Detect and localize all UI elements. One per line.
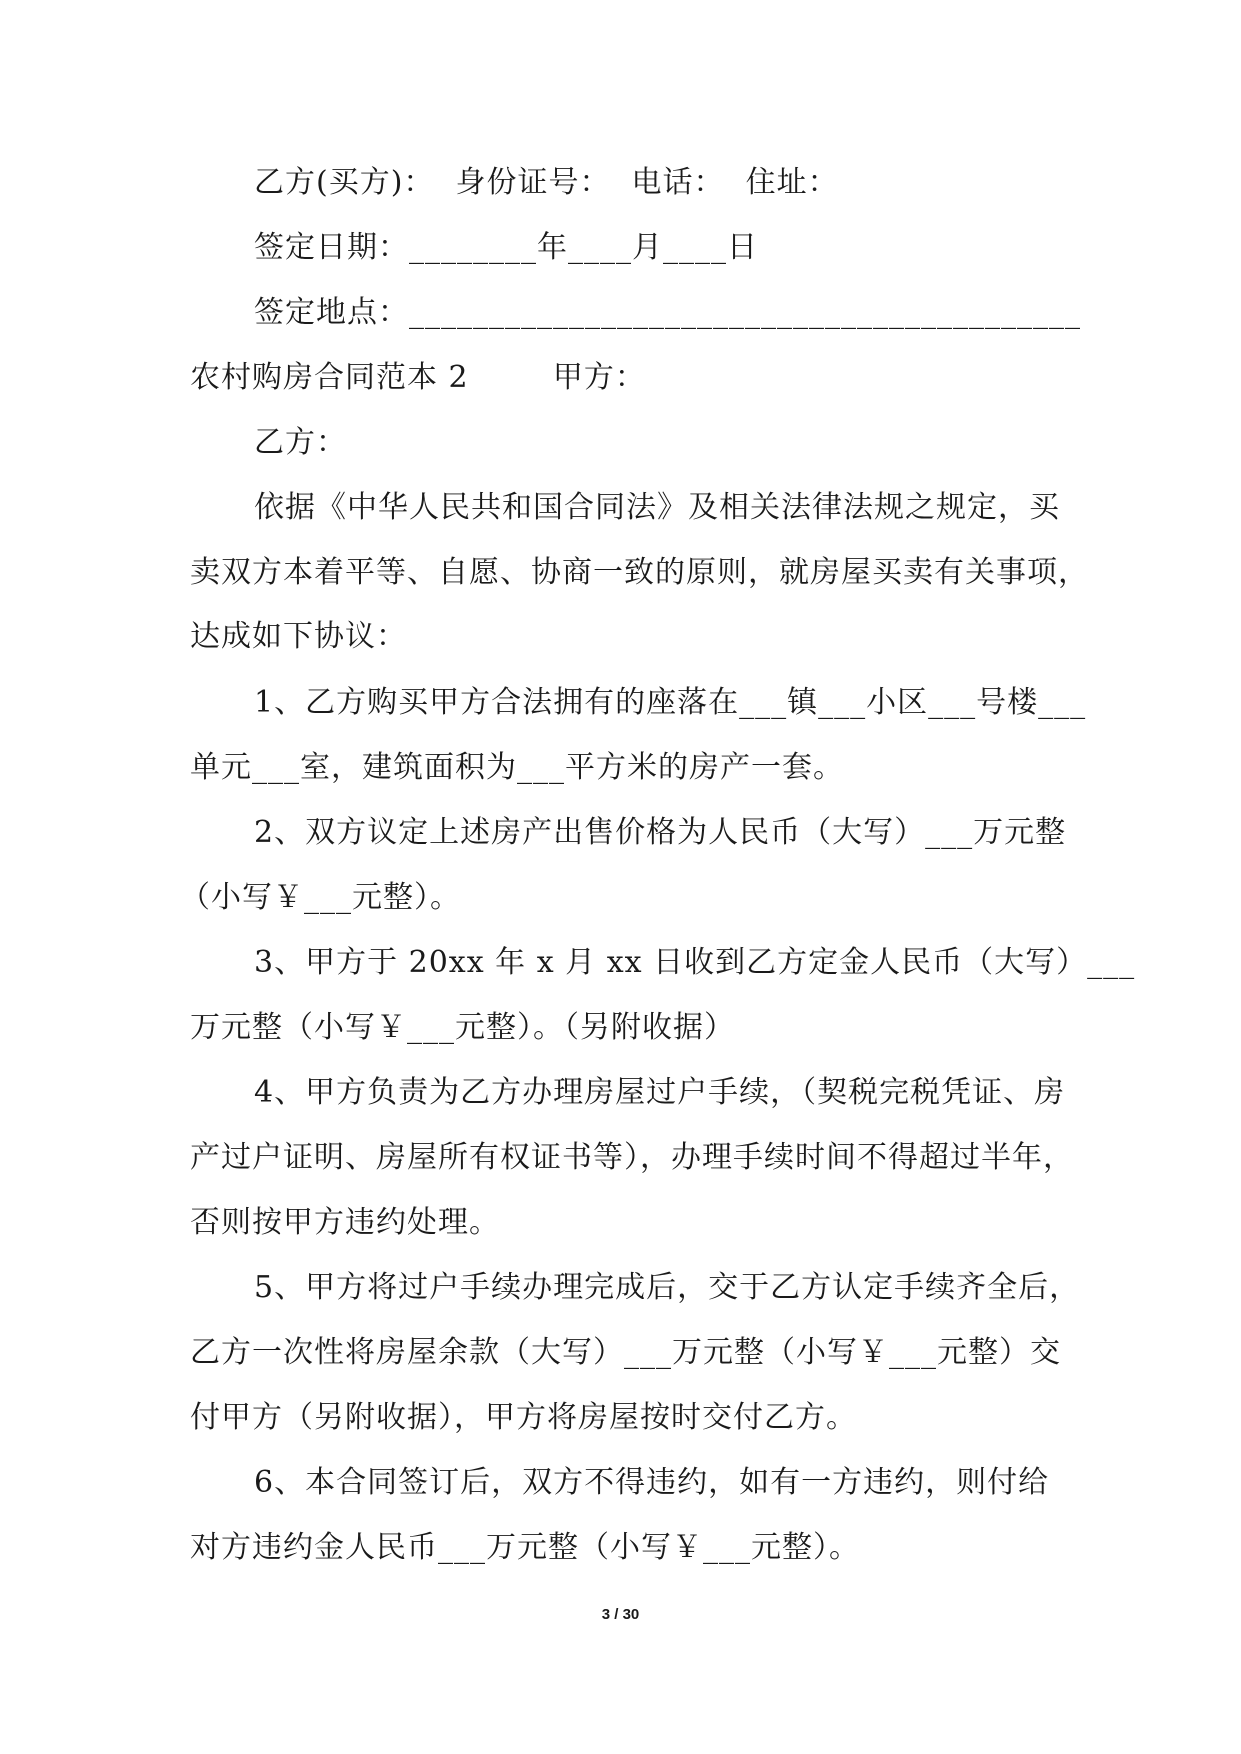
signing-place-line: 签定地点：__________________________________________ [254,295,1081,330]
clause-1-line-2: 单元___室，建筑面积为___平方米的房产一套。 [190,750,844,785]
clause-2-line-1: 2、双方议定上述房产出售价格为人民币（大写）___万元整 [254,815,1067,850]
signing-date-line: 签定日期：________年____月____日 [254,230,758,265]
clause-2-line-2: （小写￥___元整）。 [180,880,461,915]
clause-5-line-3: 付甲方（另附收据），甲方将房屋按时交付乙方。 [190,1400,857,1435]
clause-4-line-1: 4、甲方负责为乙方办理房屋过户手续，（契税完税凭证、房 [254,1075,1066,1110]
preamble-line-2: 卖双方本着平等、自愿、协商一致的原则，就房屋买卖有关事项， [190,555,1089,590]
clause-5-line-1: 5、甲方将过户手续办理完成后，交于乙方认定手续齐全后， [254,1270,1081,1305]
preamble-line-3: 达成如下协议： [190,619,407,654]
party-b-info-line: 乙方(买方)： 身份证号： 电话： 住址： [254,165,839,200]
clause-4-line-2: 产过户证明、房屋所有权证书等），办理手续时间不得超过半年， [190,1140,1074,1175]
clause-6-line-1: 6、本合同签订后，双方不得违约，如有一方违约，则付给 [254,1465,1050,1500]
clause-5-line-2: 乙方一次性将房屋余款（大写）___万元整（小写￥___元整）交 [190,1335,1061,1370]
clause-3-line-2: 万元整（小写￥___元整）。（另附收据） [190,1010,735,1045]
clause-1-line-1: 1、乙方购买甲方合法拥有的座落在___镇___小区___号楼___ [254,685,1087,720]
party-b-label: 乙方： [254,425,347,460]
preamble-line-1: 依据《中华人民共和国合同法》及相关法律法规之规定，买 [254,490,1060,525]
contract-template-2-title: 农村购房合同范本 2 甲方： [190,360,646,395]
clause-4-line-3: 否则按甲方违约处理。 [190,1205,500,1240]
clause-3-line-1: 3、甲方于 20xx 年 x 月 xx 日收到乙方定金人民币（大写）___ [254,945,1136,980]
clause-6-line-2: 对方违约金人民币___万元整（小写￥___元整）。 [190,1530,860,1565]
page-number: 3 / 30 [601,1606,640,1623]
